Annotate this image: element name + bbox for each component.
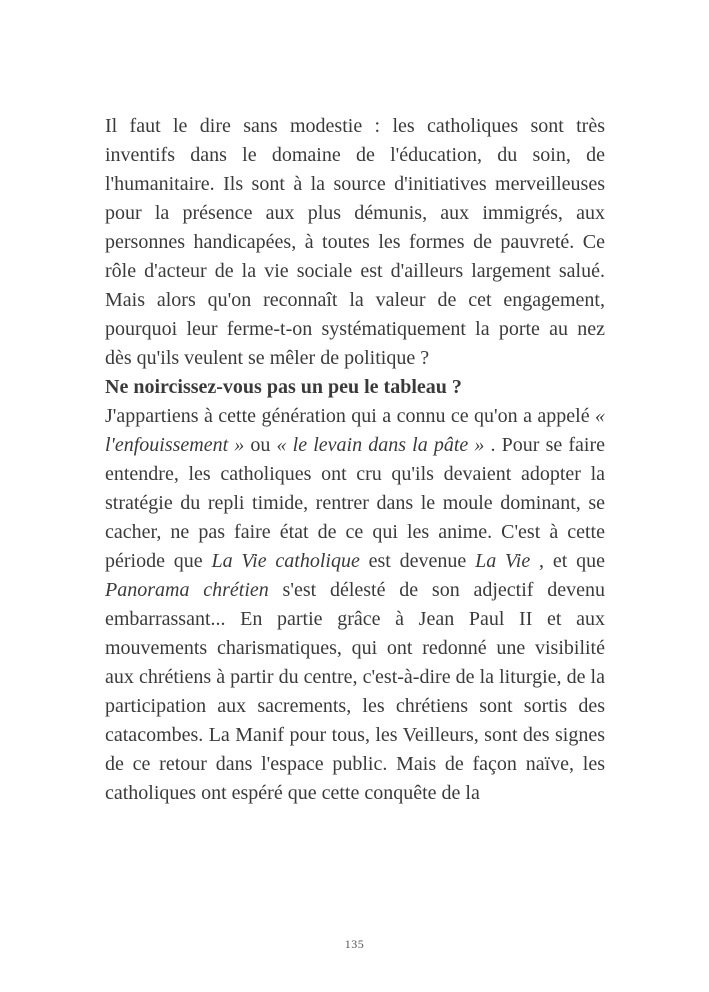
text-run: s'est délesté de son adjectif devenu embarrassant... En partie grâce à Jean Paul II et aux mouvements charismatiques, qui ont redonné une visibilité aux chrétiens à partir du centre, c'est-à-dire de la liturgie, de la participation aux sacrements, les chrétiens sont sortis des catacombes. La Manif pour tous, les Veilleurs, sont des signes de ce retour dans l'espace public. Mais de façon naïve, les catholiques ont espéré que cette conquête de la xyxy=(105,579,605,804)
italic-text-run: « l'enfouissement » xyxy=(105,405,605,456)
italic-text-run: Panorama chrétien xyxy=(105,579,269,601)
book-page-text-block xyxy=(105,112,605,808)
section-heading: Ne noircissez-vous pas un peu le tableau ? xyxy=(105,376,462,398)
paragraph: Il faut le dire sans modestie : les catholiques sont très inventifs dans le domaine de l'éducation, du soin, de l'humanitaire. Ils sont à la source d'initiatives merveilleuses pour la présence aux plus démunis, aux immigrés, aux personnes handicapées, à toutes les formes de pauvreté. Ce rôle d'acteur de la vie sociale est d'ailleurs largement salué. Mais alors qu'on reconnaît la valeur de cet engagement, pourquoi leur ferme-t-on systématiquement la porte au nez dès qu'ils veulent se mêler de politique ? xyxy=(105,115,605,369)
paragraph xyxy=(105,402,605,808)
italic-text-run: La Vie catholique xyxy=(211,550,360,572)
text-run: . Pour se faire entendre, les catholiques ont cru qu'ils devaient adopter la stratégie du repli timide, rentrer dans le moule dominant, se cacher, ne pas faire état de ce qui les anime. C'est à cette période que xyxy=(105,434,605,572)
text-run: J'appartiens à cette génération qui a connu ce qu'on a appelé xyxy=(105,405,595,427)
text-run: , et que xyxy=(530,550,605,572)
text-run: ou xyxy=(244,434,277,456)
italic-text-run: La Vie xyxy=(475,550,531,572)
text-run: est devenue xyxy=(359,550,476,572)
page-number: 135 xyxy=(344,937,365,951)
italic-text-run: « le levain dans la pâte » xyxy=(276,434,485,456)
